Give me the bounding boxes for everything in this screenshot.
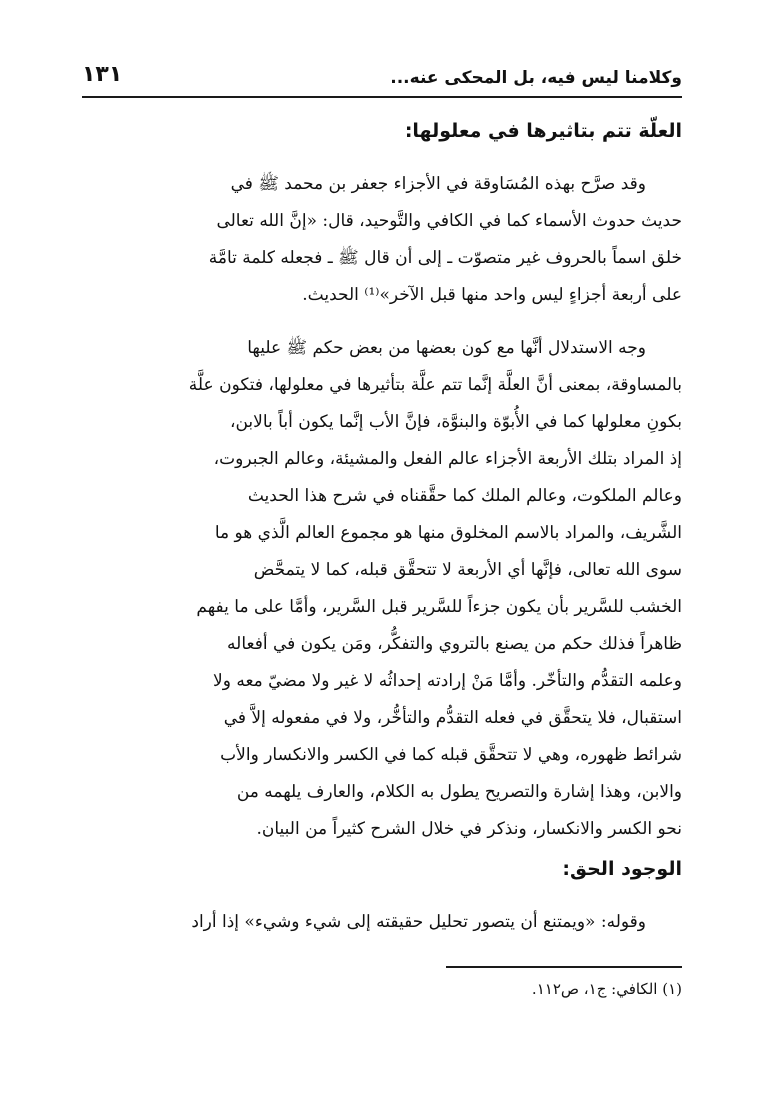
paragraph (82, 166, 682, 314)
text-line: ظاهراً فذلك حكم من يصنع بالتروي والتفكُّر، ومَن يكون في أفعاله (227, 634, 682, 654)
text-line: خلق اسماً بالحروف غير متصوّت ـ إلى أن قال ﷺ ـ فجعله كلمة تامَّة (208, 248, 682, 268)
text-line: والابن، وهذا إشارة والتصريح يطول به الكلام، والعارف يلهمه من (236, 782, 682, 802)
text-line: سوى الله تعالى، فإنَّها أي الأربعة لا تتحقَّق قبله، كما لا يتمحَّض (253, 560, 682, 580)
text-line: على أربعة أجزاءٍ ليس واحد منها قبل الآخر»⁽¹⁾ الحديث. (302, 285, 682, 305)
footnote-separator (446, 966, 682, 968)
paragraph (82, 330, 682, 848)
text-line: نحو الكسر والانكسار، ونذكر في خلال الشرح كثيراً من البيان. (256, 819, 682, 839)
text-line: الشَّريف، والمراد بالاسم المخلوق منها هو مجموع العالم الَّذي هو ما (214, 523, 682, 543)
text-line: وجه الاستدلال أنَّها مع كون بعضها من بعض حكم ﷺ عليها (247, 338, 646, 358)
section-heading: العلّة تتم بتاثيرها في معلولها: (404, 120, 682, 142)
text-line: حديث حدوث الأسماء كما في الكافي والتَّوحيد، قال: «إنَّ الله تعالى (216, 211, 682, 231)
text-line: إذ المراد بتلك الأربعة الأجزاء عالم الفعل والمشيئة، وعالم الجبروت، (213, 449, 682, 469)
text-line: وقد صرَّح بهذه المُسَاوقة في الأجزاء جعفر بن محمد ﷺ في (230, 174, 646, 194)
footnote: (١) الكافي: ج١، ص١١٢. (531, 980, 682, 998)
text-line: وعالم الملكوت، وعالم الملك كما حقَّقناه في شرح هذا الحديث (247, 486, 682, 506)
page-header (82, 60, 682, 98)
text-line: بكونِ معلولها كما في الأُبوّة والبنوَّة، فإنَّ الأب إنَّما يكون أباً بالابن، (230, 412, 682, 432)
text-line: وعلمه التقدُّم والتأخّر. وأمَّا مَنْ إرادته إحداثُه لا غير ولا مضيّ معه ولا (213, 671, 682, 691)
page-number: ١٣١ (82, 62, 123, 87)
text-line: شرائط ظهوره، وهي لا تتحقَّق قبله كما في الكسر والانكسار والأب (220, 745, 682, 765)
text-line: بالمساوقة، بمعنى أنَّ العلَّة إنَّما تتم علَّة بتأثيرها في معلولها، فتكون علَّة (188, 375, 682, 395)
text-line: وقوله: «ويمتنع أن يتصور تحليل حقيقته إلى شيء وشيء» إذا أراد (191, 912, 646, 932)
section-heading: الوجود الحق: (562, 858, 682, 880)
text-line: استقبال، فلا يتحقَّق في فعله التقدُّم والتأخُّر، ولا في مفعوله إلاَّ في (223, 708, 682, 728)
paragraph (82, 904, 682, 941)
text-line: الخشب للسَّرير بأن يكون جزءاً للسَّرير قبل السَّرير، وأمَّا على ما يفهم (196, 597, 682, 617)
running-title: وكلامنا ليس فيه، بل المحكى عنه... (390, 68, 682, 88)
